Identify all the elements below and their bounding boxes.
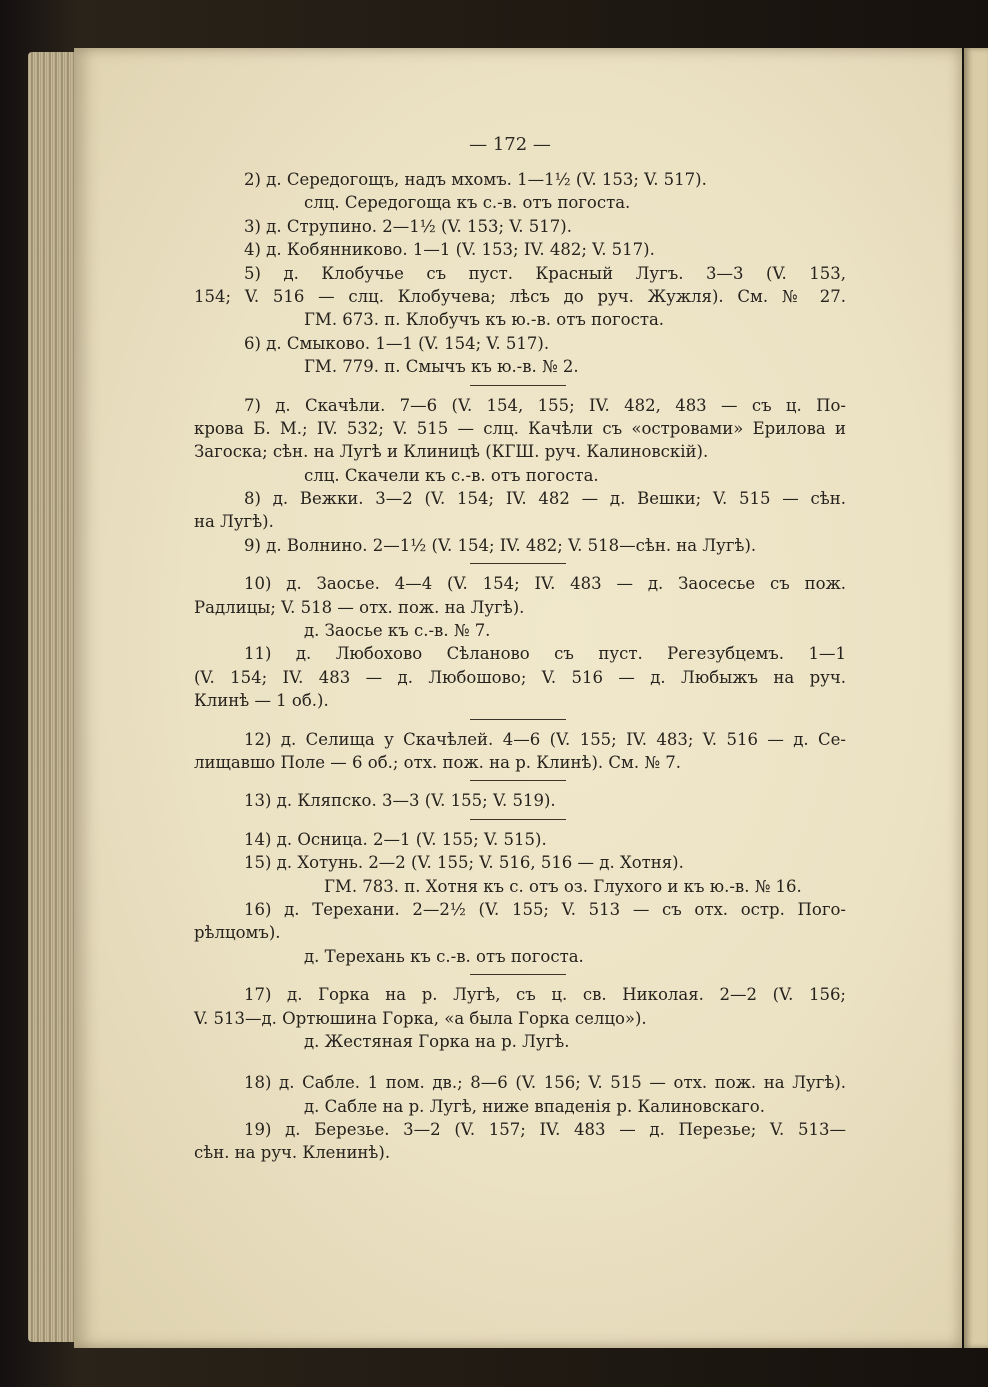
text-line: 7) д. Скачѣли. 7—6 (V. 154, 155; IV. 482, 483 — съ ц. По- [244, 395, 846, 415]
text-line: 12) д. Селища у Скачѣлей. 4—6 (V. 155; IV. 483; V. 516 — д. Се- [244, 729, 846, 749]
section-divider [470, 974, 566, 975]
text-line: слц. Середогоща къ с.-в. отъ погоста. [304, 193, 631, 213]
text-line: 5) д. Клобучье съ пуст. Красный Лугъ. 3—3 (V. 153, [244, 263, 846, 283]
text-line: ГМ. 673. п. Клобучъ къ ю.-в. отъ погоста. [304, 310, 665, 330]
text-line: 14) д. Осница. 2—1 (V. 155; V. 515). [244, 829, 547, 849]
text-line: 4) д. Кобянниково. 1—1 (V. 153; IV. 482; V. 517). [244, 240, 655, 260]
page-text [194, 168, 846, 1165]
text-line: д. Терехань къ с.-в. отъ погоста. [304, 946, 584, 966]
text-line: 19) д. Березье. 3—2 (V. 157; IV. 483 — д. Перезье; V. 513— [244, 1120, 846, 1140]
text-line: 154; V. 516 — слц. Клобучева; лѣсъ до руч. Жужля). См. № 27. [194, 286, 846, 306]
text-line: сѣн. на руч. Кленинѣ). [194, 1143, 391, 1163]
text-line: 10) д. Заосье. 4—4 (V. 154; IV. 483 — д. Заосесье съ пож. [244, 574, 846, 594]
text-line: 9) д. Волнино. 2—1½ (V. 154; IV. 482; V. 518—сѣн. на Лугѣ). [244, 535, 757, 555]
text-line: 16) д. Терехани. 2—2½ (V. 155; V. 513 — съ отх. остр. Пого- [244, 899, 846, 919]
section-divider [470, 385, 566, 386]
section-gap [194, 1053, 846, 1071]
section-divider [470, 819, 566, 820]
text-line: 8) д. Вежки. 3—2 (V. 154; IV. 482 — д. Вешки; V. 515 — сѣн. [244, 489, 846, 509]
next-page-edge [964, 48, 988, 1348]
text-line: 6) д. Смыково. 1—1 (V. 154; V. 517). [244, 333, 550, 353]
page-edges [28, 52, 78, 1342]
text-line: лищавшо Поле — 6 об.; отх. пож. на р. Клинѣ). См. № 7. [194, 752, 681, 772]
text-line: д. Сабле на р. Лугѣ, ниже впаденія р. Калиновскаго. [304, 1096, 765, 1116]
text-line: слц. Скачели къ с.-в. отъ погоста. [304, 465, 599, 485]
text-line: на Лугѣ). [194, 512, 274, 532]
text-line: рѣлцомъ). [194, 923, 281, 943]
text-line: Клинѣ — 1 об.). [194, 691, 329, 711]
text-line: 11) д. Любохово Сѣланово съ пуст. Регезубцемъ. 1—1 [244, 644, 846, 664]
section-divider [470, 719, 566, 720]
text-line: д. Заосье къ с.-в. № 7. [304, 621, 491, 641]
text-line: 3) д. Струпино. 2—1½ (V. 153; V. 517). [244, 216, 572, 236]
text-line: V. 513—д. Ортюшина Горка, «а была Горка селцо»). [194, 1008, 647, 1028]
text-line: 2) д. Середогощъ, надъ мхомъ. 1—1½ (V. 153; V. 517). [244, 170, 707, 189]
text-line: 15) д. Хотунь. 2—2 (V. 155; V. 516, 516 — д. Хотня). [244, 853, 684, 873]
section-divider [470, 563, 566, 564]
text-line: ГМ. 779. п. Смычъ къ ю.-в. № 2. [304, 357, 579, 377]
text-line: Радлицы; V. 518 — отх. пож. на Лугѣ). [194, 597, 525, 617]
page-number: — 172 — [469, 134, 551, 155]
text-line: крова Б. М.; IV. 532; V. 515 — слц. Качѣли съ «островами» Ерилова и [194, 418, 846, 438]
text-line: 18) д. Сабле. 1 пом. дв.; 8—6 (V. 156; V. 515 — отх. пож. на Лугѣ). [244, 1073, 846, 1093]
text-line: 17) д. Горка на р. Лугѣ, съ ц. св. Николая. 2—2 (V. 156; [244, 985, 846, 1005]
text-line: Загоска; сѣн. на Лугѣ и Клиницѣ (КГШ. руч. Калиновскій). [194, 442, 709, 462]
text-line: 13) д. Кляпско. 3—3 (V. 155; V. 519). [244, 791, 556, 811]
text-line: д. Жестяная Горка на р. Лугѣ. [304, 1031, 570, 1051]
text-line: (V. 154; IV. 483 — д. Любошово; V. 516 — д. Любыжъ на руч. [194, 667, 846, 687]
section-divider [470, 780, 566, 781]
text-line: ГМ. 783. п. Хотня къ с. отъ оз. Глухого и къ ю.-в. № 16. [324, 876, 802, 896]
